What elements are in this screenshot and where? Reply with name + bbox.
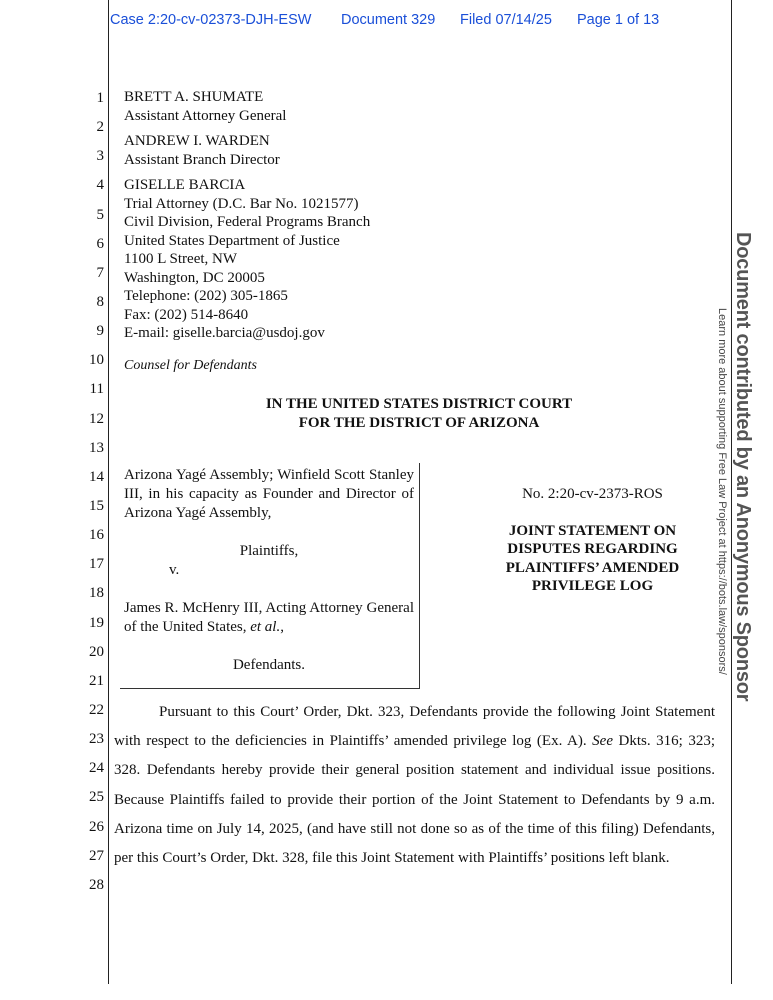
attorney-name: BRETT A. SHUMATE [124,89,264,105]
attorney-title: Assistant Attorney General [124,107,287,124]
address-line: 1100 L Street, NW [124,251,238,267]
plaintiffs-label: Plaintiffs, [239,543,299,559]
attorney-name: ANDREW I. WARDEN [124,133,270,149]
line-number: 26 [89,818,104,835]
email: E-mail: giselle.barcia@usdoj.gov [124,325,325,341]
court-district: FOR THE DISTRICT OF ARIZONA [298,415,540,431]
court-heading [124,395,714,433]
line-number: 27 [89,847,104,864]
line-number: 21 [89,672,104,689]
court-name: IN THE UNITED STATES DISTRICT COURT [265,396,573,412]
left-margin-rule [108,0,109,984]
versus: v. [169,562,180,578]
sponsor-link-text: Learn more about supporting Free Law Project at https://bots.law/sponsors/ [716,308,728,675]
address-line: Washington, DC 20005 [124,269,265,286]
case-caption-parties [124,466,414,675]
line-number: 9 [96,323,104,340]
line-number: 5 [96,206,104,223]
line-number: 15 [89,497,104,514]
caption-bottom-rule [120,688,420,689]
attorney-1 [124,88,484,125]
case-caption-title [480,485,705,596]
ecf-header-stamp [110,12,710,34]
line-number: 24 [89,760,104,777]
line-number: 20 [89,643,104,660]
body-paragraph: Pursuant to this Court’ Order, Dkt. 323, Defendants provide the following Joint Statement with respect to the deficiencies in Plaintiffs’ amended privilege log (Ex. A). See Dkts. 316; 323; 328. Defendants hereby provide their general position statement and individual issue positions. Because Plaintiffs failed to provide their portion of the Joint Statement to Defendants by 9 a.m. Arizona time on July 14, 2025, (and have still not done so as of the time of this filing) Defendants, per this Court’s Order, Dkt. 328, file this Joint Statement with Plaintiffs’ positions left blank. [114,704,715,867]
filed-date-stamp: Filed 07/14/25 [460,12,552,28]
document-number-stamp: Document 329 [341,12,436,28]
line-number: 6 [96,235,104,252]
case-number: No. 2:20-cv-2373-ROS [522,486,663,502]
line-number: 23 [89,731,104,748]
pleading-line-numbers [70,88,104,904]
sponsor-watermark [716,232,756,770]
fax: Fax: (202) 514-8640 [124,306,249,323]
attorney-name: GISELLE BARCIA [124,177,246,193]
caption-divider [419,463,420,688]
document-title: JOINT STATEMENT ON DISPUTES REGARDING PLAINTIFFS’ AMENDED PRIVILEGE LOG [505,522,680,594]
attorney-title: Trial Attorney (D.C. Bar No. 1021577) [124,195,359,212]
attorney-title: Assistant Branch Director [124,151,280,168]
line-number: 4 [96,177,104,194]
line-number: 2 [96,119,104,136]
case-number-stamp: Case 2:20-cv-02373-DJH-ESW [110,12,312,28]
line-number: 28 [89,876,104,893]
line-number: 17 [89,556,104,573]
line-number: 3 [96,148,104,165]
line-number: 22 [89,701,104,718]
line-number: 18 [89,585,104,602]
line-number: 8 [96,293,104,310]
sponsor-notice: Document contributed by an Anonymous Sponsor [732,232,754,702]
et-al: et al. [250,619,281,635]
line-number: 14 [89,468,104,485]
attorney-3 [124,176,484,343]
plaintiffs-names: Arizona Yagé Assembly; Winfield Scott Stanley III, in his capacity as Founder and Director of Arizona Yagé Assembly, [124,467,414,521]
see-signal: See [592,733,613,750]
line-number: 1 [96,90,104,106]
attorney-2 [124,132,484,169]
address-line: Civil Division, Federal Programs Branch [124,214,371,230]
line-number: 25 [89,789,104,806]
defendants-names: James R. McHenry III, Acting Attorney General of the United States, et al., [124,600,414,635]
attorney-block [124,88,484,375]
telephone: Telephone: (202) 305-1865 [124,288,288,304]
counsel-for-defendants: Counsel for Defendants [124,357,257,373]
defendants-label: Defendants. [232,657,306,673]
line-number: 16 [89,527,104,544]
line-number: 10 [89,352,104,369]
line-number: 19 [89,614,104,631]
address-line: United States Department of Justice [124,232,340,249]
line-number: 7 [96,264,104,281]
line-number: 12 [89,410,104,427]
page-count-stamp: Page 1 of 13 [577,12,660,28]
line-number: 11 [89,381,104,398]
line-number: 13 [89,439,104,456]
